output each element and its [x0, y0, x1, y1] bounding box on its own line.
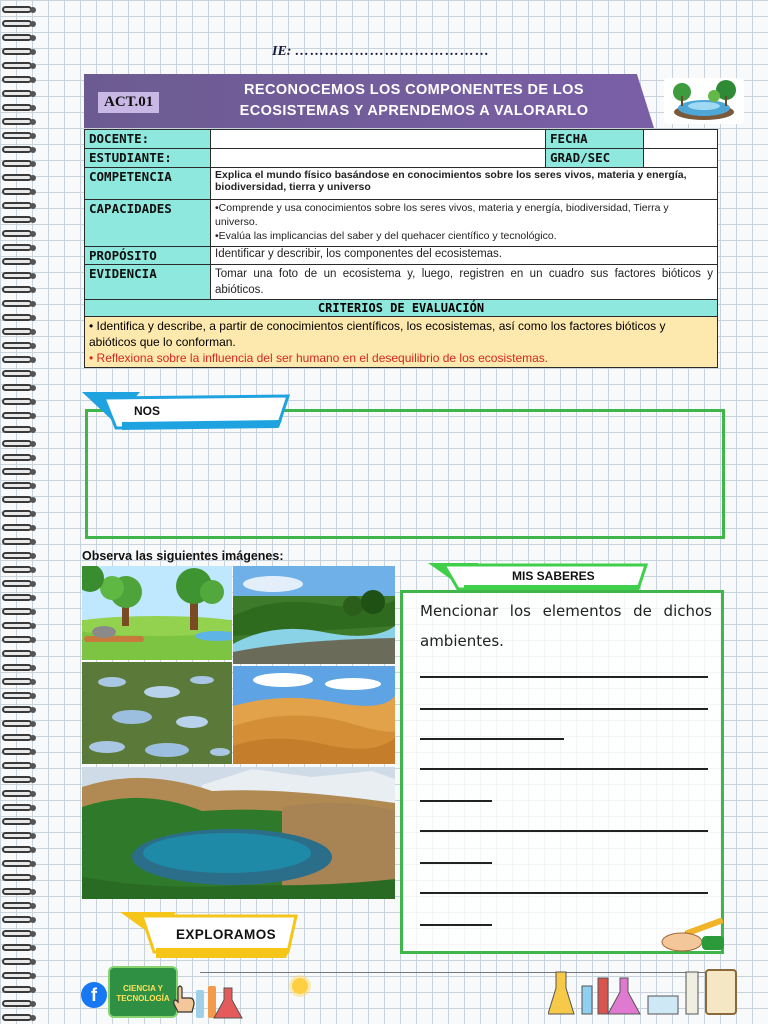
proposito-value: Identificar y describir, los componentes del ecosistemas.	[211, 247, 718, 265]
proposito-label: PROPÓSITO	[85, 247, 211, 265]
nos-tag-icon	[82, 392, 292, 430]
binding-hole	[30, 7, 36, 13]
spiral-ring	[2, 608, 32, 615]
spiral-ring	[2, 622, 32, 629]
estudiante-field[interactable]	[211, 149, 546, 168]
criterio-item: • Identifica y describe, a partir de conocimientos científicos, los ecosistemas, así como los factores bióticos y abióticos que lo conforman.	[89, 319, 666, 349]
spiral-ring	[2, 496, 32, 503]
spiral-ring	[2, 1014, 32, 1021]
spiral-ring	[2, 76, 32, 83]
spiral-ring	[2, 384, 32, 391]
binding-hole	[30, 119, 36, 125]
binding-hole	[30, 931, 36, 937]
spiral-ring	[2, 818, 32, 825]
spiral-ring	[2, 510, 32, 517]
binding-hole	[30, 595, 36, 601]
spiral-ring	[2, 860, 32, 867]
binding-hole	[30, 651, 36, 657]
lab-equipment-right-icon	[548, 968, 738, 1018]
docente-field[interactable]	[211, 130, 546, 149]
binding-hole	[30, 189, 36, 195]
binding-hole	[30, 63, 36, 69]
lab-flasks-left-icon	[192, 980, 252, 1020]
saberes-prompt: Mencionar los elementos de dichos ambientes.	[420, 602, 712, 650]
binding-hole	[30, 371, 36, 377]
spiral-ring	[2, 34, 32, 41]
spiral-ring	[2, 90, 32, 97]
estudiante-label: ESTUDIANTE:	[85, 149, 211, 168]
gradsec-label: GRAD/SEC	[546, 149, 644, 168]
forest-cartoon-image	[82, 566, 232, 660]
spiral-ring	[2, 846, 32, 853]
binding-hole	[30, 903, 36, 909]
binding-hole	[30, 161, 36, 167]
binding-hole	[30, 483, 36, 489]
spiral-ring	[2, 888, 32, 895]
spiral-ring	[2, 762, 32, 769]
hand-pencil-icon	[656, 918, 728, 954]
binding-hole	[30, 819, 36, 825]
spiral-ring	[2, 748, 32, 755]
spiral-ring	[2, 832, 32, 839]
binding-hole	[30, 231, 36, 237]
spiral-ring	[2, 902, 32, 909]
spiral-ring	[2, 930, 32, 937]
wetland-image	[82, 662, 232, 764]
docente-label: DOCENTE:	[85, 130, 211, 149]
writing-line[interactable]	[420, 676, 708, 678]
activity-info-table	[84, 129, 718, 368]
binding-hole	[30, 357, 36, 363]
binding-hole	[30, 259, 36, 265]
binding-hole	[30, 35, 36, 41]
spiral-ring	[2, 524, 32, 531]
binding-hole	[30, 343, 36, 349]
spiral-ring	[2, 230, 32, 237]
binding-hole	[30, 329, 36, 335]
binding-hole	[30, 315, 36, 321]
binding-hole	[30, 539, 36, 545]
binding-hole	[30, 399, 36, 405]
spiral-ring	[2, 804, 32, 811]
spiral-ring	[2, 552, 32, 559]
spiral-ring	[2, 174, 32, 181]
spiral-ring	[2, 986, 32, 993]
spiral-ring	[2, 132, 32, 139]
spiral-ring	[2, 370, 32, 377]
activity-number: ACT.01	[98, 92, 159, 113]
binding-hole	[30, 441, 36, 447]
lagoon-image	[82, 767, 395, 899]
spiral-ring	[2, 62, 32, 69]
spiral-ring	[2, 776, 32, 783]
spiral-ring	[2, 538, 32, 545]
binding-hole	[30, 203, 36, 209]
spiral-ring	[2, 958, 32, 965]
binding-hole	[30, 91, 36, 97]
binding-hole	[30, 427, 36, 433]
spiral-ring	[2, 342, 32, 349]
spiral-ring	[2, 146, 32, 153]
spiral-ring	[2, 20, 32, 27]
spiral-ring	[2, 580, 32, 587]
binding-hole	[30, 945, 36, 951]
binding-hole	[30, 861, 36, 867]
binding-hole	[30, 49, 36, 55]
binding-hole	[30, 763, 36, 769]
binding-hole	[30, 749, 36, 755]
binding-hole	[30, 721, 36, 727]
spiral-ring	[2, 468, 32, 475]
observe-instruction: Observa las siguientes imágenes:	[82, 549, 284, 563]
binding-hole	[30, 469, 36, 475]
binding-hole	[30, 217, 36, 223]
ie-blank: …………………………………	[294, 44, 490, 59]
gradsec-field[interactable]	[644, 149, 718, 168]
binding-hole	[30, 693, 36, 699]
capacidades-label: CAPACIDADES	[85, 200, 211, 247]
spiral-ring	[2, 734, 32, 741]
spiral-ring	[2, 790, 32, 797]
binding-hole	[30, 847, 36, 853]
spiral-ring	[2, 356, 32, 363]
binding-hole	[30, 777, 36, 783]
spiral-ring	[2, 104, 32, 111]
spiral-ring	[2, 314, 32, 321]
spiral-ring	[2, 118, 32, 125]
spiral-ring	[2, 244, 32, 251]
spiral-ring	[2, 650, 32, 657]
writing-line[interactable]	[420, 768, 708, 770]
competencia-label: COMPETENCIA	[85, 168, 211, 200]
binding-hole	[30, 273, 36, 279]
binding-hole	[30, 623, 36, 629]
spiral-ring	[2, 272, 32, 279]
competencia-value: Explica el mundo físico basándose en conocimientos sobre los seres vivos, materia y energía, biodiversidad, tierra y universo	[211, 168, 718, 200]
writing-line[interactable]	[420, 892, 708, 894]
spiral-ring	[2, 328, 32, 335]
spiral-ring	[2, 636, 32, 643]
spiral-ring	[2, 944, 32, 951]
activity-title: RECONOCEMOS LOS COMPONENTES DE LOS ECOSISTEMAS Y APRENDEMOS A VALORARLO	[239, 82, 589, 119]
spiral-ring	[2, 972, 32, 979]
binding-hole	[30, 567, 36, 573]
binding-hole	[30, 301, 36, 307]
binding-hole	[30, 805, 36, 811]
binding-hole	[30, 581, 36, 587]
binding-hole	[30, 959, 36, 965]
spiral-ring	[2, 6, 32, 13]
spiral-ring	[2, 440, 32, 447]
explora-label: EXPLORAMOS	[176, 927, 277, 942]
spiral-binding	[0, 0, 42, 1024]
binding-hole	[30, 511, 36, 517]
spiral-ring	[2, 664, 32, 671]
spiral-ring	[2, 692, 32, 699]
writing-line[interactable]	[420, 800, 492, 802]
brand-logo: CIENCIA Y TECNOLOGÍA	[108, 966, 178, 1018]
saberes-label: MIS SABERES	[512, 569, 595, 583]
binding-hole	[30, 245, 36, 251]
facebook-icon[interactable]: f	[81, 982, 107, 1008]
spiral-ring	[2, 258, 32, 265]
evidencia-label: EVIDENCIA	[85, 265, 211, 300]
capacidad-item: •Evalúa las implicancias del saber y del quehacer científico y tecnológico.	[215, 230, 557, 242]
binding-hole	[30, 133, 36, 139]
writing-line[interactable]	[420, 924, 492, 926]
binding-hole	[30, 833, 36, 839]
criterios-body	[85, 317, 718, 368]
spiral-ring	[2, 398, 32, 405]
binding-hole	[30, 497, 36, 503]
binding-hole	[30, 707, 36, 713]
spiral-ring	[2, 454, 32, 461]
binding-hole	[30, 637, 36, 643]
spiral-ring	[2, 426, 32, 433]
binding-hole	[30, 77, 36, 83]
binding-hole	[30, 287, 36, 293]
binding-hole	[30, 973, 36, 979]
capacidades-value	[211, 200, 718, 247]
spiral-ring	[2, 202, 32, 209]
spiral-ring	[2, 594, 32, 601]
desert-image	[233, 666, 395, 764]
binding-hole	[30, 987, 36, 993]
spiral-ring	[2, 48, 32, 55]
binding-hole	[30, 1001, 36, 1007]
binding-hole	[30, 455, 36, 461]
evidencia-value: Tomar una foto de un ecosistema y, luego, registren en un cuadro sus factores bióticos y abióticos.	[211, 265, 718, 300]
binding-hole	[30, 105, 36, 111]
criterios-heading: CRITERIOS DE EVALUACIÓN	[85, 300, 718, 317]
binding-hole	[30, 791, 36, 797]
writing-line[interactable]	[420, 830, 708, 832]
writing-line[interactable]	[420, 738, 564, 740]
binding-hole	[30, 875, 36, 881]
spiral-ring	[2, 216, 32, 223]
binding-hole	[30, 679, 36, 685]
binding-hole	[30, 525, 36, 531]
spiral-ring	[2, 188, 32, 195]
spiral-ring	[2, 300, 32, 307]
ie-label: IE:	[272, 44, 292, 59]
spiral-ring	[2, 706, 32, 713]
spiral-ring	[2, 482, 32, 489]
capacidad-item: •Comprende y usa conocimientos sobre los seres vivos, materia y energía, biodiversidad, Tierra y universo.	[215, 202, 669, 228]
binding-hole	[30, 21, 36, 27]
spiral-ring	[2, 874, 32, 881]
binding-hole	[30, 735, 36, 741]
writing-line[interactable]	[420, 862, 492, 864]
nos-label: NOS	[134, 404, 161, 418]
ecosystem-thumbnail	[664, 78, 744, 124]
writing-line[interactable]	[420, 708, 708, 710]
binding-hole	[30, 889, 36, 895]
spiral-ring	[2, 916, 32, 923]
spiral-ring	[2, 286, 32, 293]
binding-hole	[30, 147, 36, 153]
binding-hole	[30, 385, 36, 391]
binding-hole	[30, 665, 36, 671]
binding-hole	[30, 413, 36, 419]
fecha-field[interactable]	[644, 130, 718, 149]
spiral-ring	[2, 1000, 32, 1007]
spiral-ring	[2, 412, 32, 419]
spiral-ring	[2, 678, 32, 685]
sun-icon	[288, 974, 312, 998]
spiral-ring	[2, 160, 32, 167]
binding-hole	[30, 917, 36, 923]
river-image	[233, 566, 395, 664]
fecha-label: FECHA	[546, 130, 644, 149]
spiral-ring	[2, 566, 32, 573]
binding-hole	[30, 553, 36, 559]
spiral-ring	[2, 720, 32, 727]
criterio-item-highlight: • Reflexiona sobre la influencia del ser humano en el desequilibrio de los ecosistemas.	[89, 351, 549, 365]
binding-hole	[30, 1015, 36, 1021]
binding-hole	[30, 609, 36, 615]
school-name-line	[272, 44, 490, 60]
binding-hole	[30, 175, 36, 181]
